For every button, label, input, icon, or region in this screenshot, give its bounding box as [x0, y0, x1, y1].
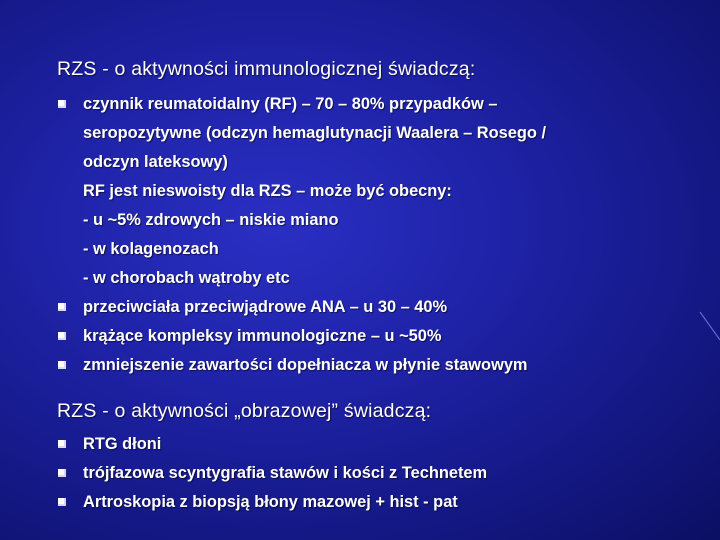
- square-bullet-icon: [58, 332, 66, 340]
- list-item-text: zmniejszenie zawartości dopełniacza w płynie stawowym: [83, 356, 528, 374]
- list-item: [57, 488, 697, 517]
- square-bullet-icon: [58, 303, 66, 311]
- list-item-text: odczyn lateksowy): [83, 153, 228, 171]
- list-item-text: RTG dłoni: [83, 435, 162, 453]
- list-item-text: seropozytywne (odczyn hemaglutynacji Waalera – Rosego /: [83, 124, 547, 142]
- list-item-text: Artroskopia z biopsją błony mazowej + hist - pat: [83, 493, 458, 511]
- sub-item: - w kolagenozach: [83, 240, 219, 258]
- list-item: [57, 90, 697, 177]
- list-item: [57, 430, 697, 459]
- sub-item: - u ~5% zdrowych – niskie miano: [83, 211, 339, 229]
- list-item: [57, 459, 697, 488]
- list-item-text: krążące kompleksy immunologiczne – u ~50%: [83, 327, 442, 345]
- heading-immunological: RZS - o aktywności immunologicznej świadczą:: [57, 58, 476, 80]
- square-bullet-icon: [58, 100, 66, 108]
- sub-item: - w chorobach wątroby etc: [83, 269, 290, 287]
- square-bullet-icon: [58, 498, 66, 506]
- list-item-text: czynnik reumatoidalny (RF) – 70 – 80% przypadków –: [83, 95, 498, 113]
- square-bullet-icon: [58, 440, 66, 448]
- square-bullet-icon: [58, 469, 66, 477]
- list-item-text: trójfazowa scyntygrafia stawów i kości z Technetem: [83, 464, 488, 482]
- list-item: [57, 322, 697, 351]
- list-item: [57, 351, 697, 380]
- list-item-text: przeciwciała przeciwjądrowe ANA – u 30 – 40%: [83, 298, 448, 316]
- imaging-list: [57, 430, 697, 517]
- square-bullet-icon: [58, 361, 66, 369]
- immunological-list: [57, 90, 697, 380]
- list-item: [57, 293, 697, 322]
- heading-imaging: RZS - o aktywności „obrazowej” świadczą:: [57, 400, 432, 422]
- decorative-line: [696, 310, 720, 350]
- sub-item: RF jest nieswoisty dla RZS – może być obecny:: [83, 182, 452, 200]
